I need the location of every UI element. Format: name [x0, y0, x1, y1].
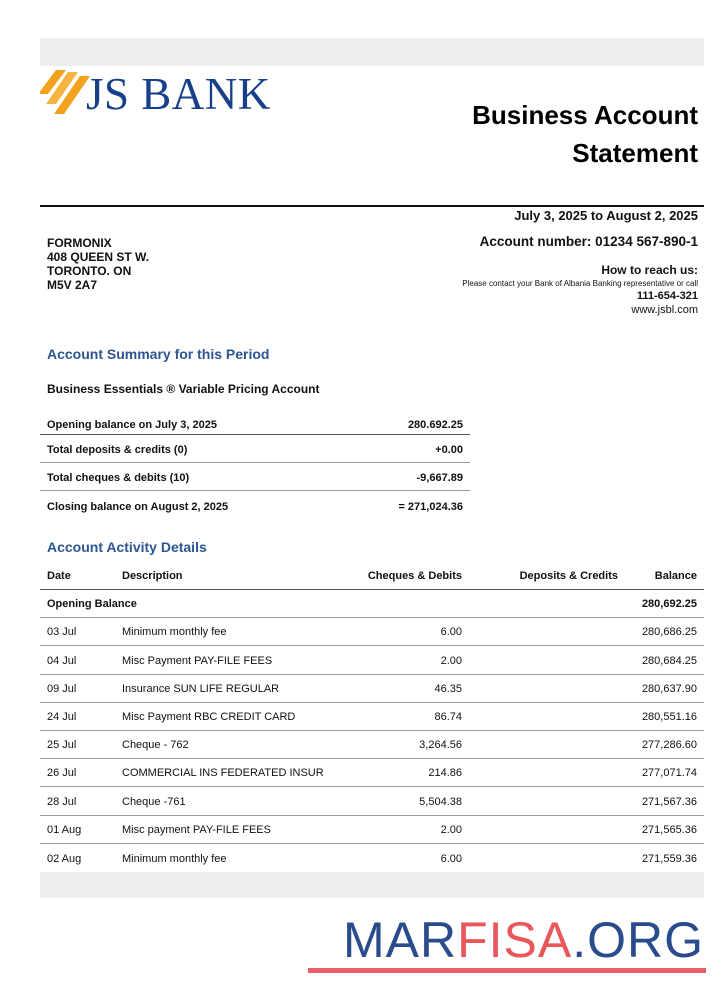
- row-date: 24 Jul: [47, 710, 77, 723]
- top-grey-band: [40, 38, 704, 66]
- summary-label: Closing balance on August 2, 2025: [47, 501, 229, 513]
- row-balance: 271,559.36: [641, 852, 697, 865]
- logo-stripes-icon: [40, 66, 92, 124]
- row-debit: 6.00: [440, 852, 462, 865]
- document-title: [378, 96, 698, 172]
- header-description: Description: [122, 570, 183, 582]
- contact-title: How to reach us:: [601, 263, 698, 277]
- logo-text: JS BANK: [86, 69, 271, 119]
- header-date: Date: [47, 570, 71, 582]
- title-line-1: Business Account: [472, 100, 698, 130]
- contact-text: Please contact your Bank of Albania Banking representative or call: [462, 279, 698, 288]
- row-debit: 214.86: [428, 767, 462, 780]
- bank-logo: [40, 66, 320, 124]
- row-debit: 86.74: [434, 710, 462, 723]
- footer-watermark: [343, 912, 704, 968]
- header-credits: Deposits & Credits: [519, 570, 618, 582]
- table-row: [40, 844, 704, 872]
- table-row: [40, 646, 704, 674]
- row-date: 25 Jul: [47, 739, 77, 752]
- row-date: 28 Jul: [47, 795, 77, 808]
- summary-value: +0.00: [435, 444, 463, 456]
- summary-value: 280.692.25: [407, 419, 463, 431]
- statement-period: July 3, 2025 to August 2, 2025: [514, 208, 698, 223]
- row-balance: 277,286.60: [641, 739, 697, 752]
- row-balance: 271,565.36: [641, 823, 697, 836]
- summary-section-title: Account Summary for this Period: [47, 346, 270, 362]
- summary-label: Opening balance on July 3, 2025: [47, 419, 217, 431]
- row-balance: 280,551.16: [641, 710, 697, 723]
- row-debit: 2.00: [440, 654, 462, 667]
- summary-table: [40, 415, 470, 519]
- address-line-1: 408 QUEEN ST W.: [47, 250, 150, 264]
- row-date: 01 Aug: [47, 823, 82, 836]
- table-row: [40, 703, 704, 731]
- row-description: Misc Payment RBC CREDIT CARD: [122, 710, 296, 723]
- row-description: Misc payment PAY-FILE FEES: [122, 823, 271, 836]
- row-debit: 6.00: [440, 626, 462, 639]
- footer-underline: [308, 968, 706, 973]
- header-balance: Balance: [654, 570, 697, 582]
- table-row: [40, 731, 704, 759]
- summary-value: = 271,024.36: [398, 501, 463, 513]
- row-description: Minimum monthly fee: [122, 852, 227, 865]
- account-product-name: Business Essentials ® Variable Pricing Account: [47, 382, 320, 396]
- summary-row: [40, 415, 470, 435]
- activity-table: [40, 562, 704, 872]
- row-description: COMMERCIAL INS FEDERATED INSUR: [122, 767, 324, 780]
- row-debit: 2.00: [440, 823, 462, 836]
- brand-part-2: FISA: [457, 912, 573, 968]
- summary-label: Total deposits & credits (0): [47, 444, 188, 456]
- row-balance: 280,686.25: [641, 626, 697, 639]
- row-date: 26 Jul: [47, 767, 77, 780]
- bottom-grey-band: [40, 872, 704, 898]
- activity-table-header: [40, 562, 704, 590]
- summary-row: [40, 435, 470, 463]
- postal-code: M5V 2A7: [47, 278, 98, 292]
- row-description: Misc Payment PAY-FILE FEES: [122, 654, 273, 667]
- row-date: 09 Jul: [47, 682, 77, 695]
- title-line-2: Statement: [572, 138, 698, 168]
- customer-name: FORMONIX: [47, 236, 112, 250]
- row-description: Cheque -761: [122, 795, 186, 808]
- header-debits: Cheques & Debits: [367, 570, 462, 582]
- contact-website: www.jsbl.com: [631, 304, 698, 316]
- table-row: [40, 675, 704, 703]
- table-row: [40, 618, 704, 646]
- opening-balance-row: [40, 590, 704, 618]
- summary-row: [40, 491, 470, 519]
- summary-value: -9,667.89: [416, 472, 463, 484]
- account-number: Account number: 01234 567-890-1: [479, 234, 698, 249]
- table-row: [40, 816, 704, 844]
- summary-row: [40, 463, 470, 491]
- row-date: 03 Jul: [47, 626, 77, 639]
- row-balance: 271,567.36: [641, 795, 697, 808]
- opening-balance: 280,692.25: [641, 598, 697, 611]
- row-debit: 5,504.38: [419, 795, 462, 808]
- opening-label: Opening Balance: [47, 598, 137, 611]
- row-balance: 277,071.74: [641, 767, 697, 780]
- row-description: Minimum monthly fee: [122, 626, 227, 639]
- table-row: [40, 787, 704, 815]
- row-description: Cheque - 762: [122, 739, 189, 752]
- row-balance: 280,637.90: [641, 682, 697, 695]
- row-date: 02 Aug: [47, 852, 82, 865]
- activity-section-title: Account Activity Details: [47, 539, 207, 555]
- row-debit: 46.35: [434, 682, 462, 695]
- header-divider: [40, 205, 704, 207]
- address-line-2: TORONTO. ON: [47, 264, 132, 278]
- table-row: [40, 759, 704, 787]
- contact-phone: 111-654-321: [636, 290, 698, 302]
- row-date: 04 Jul: [47, 654, 77, 667]
- brand-part-1: MAR: [342, 912, 458, 968]
- row-debit: 3,264.56: [419, 739, 462, 752]
- brand-part-3: .ORG: [572, 912, 704, 968]
- summary-label: Total cheques & debits (10): [47, 472, 190, 484]
- customer-address: [47, 236, 149, 292]
- row-description: Insurance SUN LIFE REGULAR: [122, 682, 280, 695]
- row-balance: 280,684.25: [641, 654, 697, 667]
